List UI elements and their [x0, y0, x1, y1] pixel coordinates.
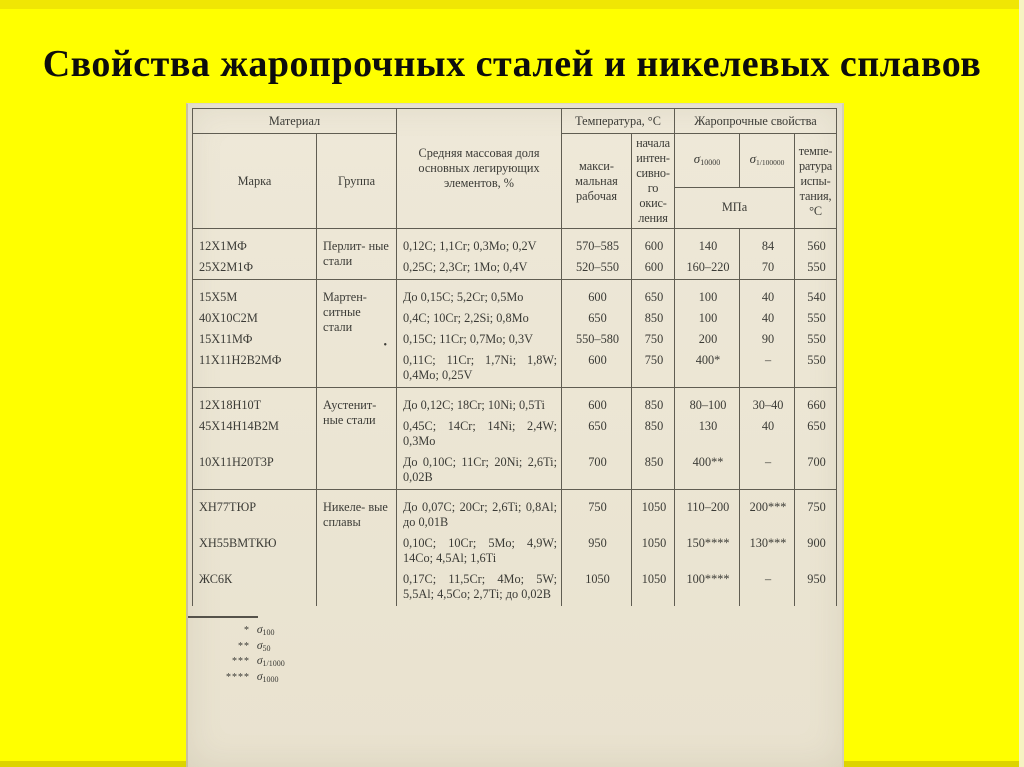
grade-cell: 12Х1МФ [193, 229, 317, 259]
footnote-sigma [257, 624, 275, 636]
test-temp-cell: 550 [795, 258, 837, 280]
group-label: Мартен- ситные стали [323, 290, 367, 334]
grade-cell: 25Х2М1Ф [193, 258, 317, 280]
sigma-10000-cell: 100 [675, 280, 740, 310]
test-temp-cell: 550 [795, 309, 837, 330]
group-label: Перлит- ные стали [323, 239, 389, 268]
table-row [193, 417, 837, 453]
test-temp-cell: 950 [795, 570, 837, 606]
sigma-1-100000-cell: 40 [740, 417, 795, 453]
composition-cell: 0,17C; 11,5Cr; 4Mo; 5W; 5,5Al; 4,5Co; 2,7Ti; до 0,02B [397, 570, 562, 606]
footnote-stars: **** [226, 671, 250, 683]
sigma-1-100000-cell: 84 [740, 229, 795, 259]
test-temp-cell: 900 [795, 534, 837, 570]
max-working-temp-cell: 600 [562, 388, 632, 418]
grade-cell: 10Х11Н20Т3Р [193, 453, 317, 490]
test-temp-cell: 550 [795, 330, 837, 351]
sigma-1-100000-cell: – [740, 351, 795, 388]
composition-cell: 0,4C; 10Cr; 2,2Si; 0,8Mo [397, 309, 562, 330]
sigma-subscript: 1000 [262, 674, 279, 684]
sigma-10000-cell: 100**** [675, 570, 740, 606]
table-row [193, 490, 837, 535]
sigma-symbol: σ [256, 670, 263, 683]
oxidation-temp-cell: 1050 [632, 570, 675, 606]
sigma-1-100000-cell: 40 [740, 280, 795, 310]
sigma-1-100000-cell: 70 [740, 258, 795, 280]
table-row [193, 258, 837, 280]
grade-cell: 11Х11Н2В2МФ [193, 351, 317, 388]
max-working-temp-cell: 650 [562, 309, 632, 330]
footnotes-block [192, 616, 842, 686]
sigma-1-100000-cell: – [740, 570, 795, 606]
sigma-subscript: 100 [262, 628, 275, 637]
sigma-1-100000-cell: 130*** [740, 534, 795, 570]
grade-cell: 40Х10С2М [193, 309, 317, 330]
sigma-10000-cell: 80–100 [675, 388, 740, 418]
grade-cell: ЖС6К [193, 570, 317, 606]
sigma-symbol: σ [256, 655, 263, 667]
grade-cell: 15Х5М [193, 280, 317, 310]
sigma-10000-cell: 100 [675, 309, 740, 330]
stray-dot-mark: • [383, 339, 387, 351]
footnote-stars: ** [238, 640, 250, 652]
composition-cell: До 0,07C; 20Cr; 2,6Ti; 0,8Al; до 0,01B [397, 490, 562, 535]
footnote [192, 640, 842, 656]
composition-cell: До 0,12C; 18Cr; 10Ni; 0,5Ti [397, 388, 562, 418]
max-working-temp-cell: 750 [562, 490, 632, 535]
footnote-sigma [257, 640, 271, 652]
slide-right-edge-strip [1019, 0, 1024, 767]
header-max-working-temp: макси- мальная рабочая [562, 134, 632, 229]
composition-cell: 0,25C; 2,3Cr; 1Mo; 0,4V [397, 258, 562, 280]
table-row [193, 280, 837, 310]
header-material: Материал [193, 109, 397, 134]
slide-title: Свойства жаропрочных сталей и никелевых сплавов [42, 43, 982, 85]
composition-cell: 0,45C; 14Cr; 14Ni; 2,4W; 0,3Mo [397, 417, 562, 453]
test-temp-cell: 550 [795, 351, 837, 388]
sigma-1-100000-cell: 200*** [740, 490, 795, 535]
sigma-10000-cell: 200 [675, 330, 740, 351]
oxidation-temp-cell: 650 [632, 280, 675, 310]
sigma-1-100000-cell: 30–40 [740, 388, 795, 418]
footnote-sigma [257, 655, 285, 667]
header-sigma-10000 [675, 134, 740, 188]
max-working-temp-cell: 570–585 [562, 229, 632, 259]
sigma-symbol: σ [749, 150, 757, 166]
test-temp-cell: 700 [795, 453, 837, 490]
group-label: Аустенит- ные стали [323, 398, 377, 427]
group-cell [317, 280, 397, 388]
test-temp-cell: 660 [795, 388, 837, 418]
header-temperature: Температура, °С [562, 109, 675, 134]
table-row [193, 330, 837, 351]
oxidation-temp-cell: 750 [632, 351, 675, 388]
max-working-temp-cell: 700 [562, 453, 632, 490]
slide-top-edge-strip [0, 0, 1024, 9]
oxidation-temp-cell: 1050 [632, 490, 675, 535]
sigma-symbol: σ [693, 150, 701, 166]
header-sigma-1-100000 [740, 134, 795, 188]
oxidation-temp-cell: 850 [632, 388, 675, 418]
group-cell [317, 388, 397, 490]
composition-cell: 0,15C; 11Cr; 0,7Mo; 0,3V [397, 330, 562, 351]
composition-cell: 0,10C; 10Cr; 5Mo; 4,9W; 14Co; 4,5Al; 1,6Ti [397, 534, 562, 570]
max-working-temp-cell: 520–550 [562, 258, 632, 280]
sigma-10000-cell: 160–220 [675, 258, 740, 280]
sigma-10000-cell: 150**** [675, 534, 740, 570]
oxidation-temp-cell: 850 [632, 309, 675, 330]
sigma-10000-cell: 110–200 [675, 490, 740, 535]
max-working-temp-cell: 550–580 [562, 330, 632, 351]
table-row [193, 388, 837, 418]
max-working-temp-cell: 600 [562, 280, 632, 310]
oxidation-temp-cell: 1050 [632, 534, 675, 570]
footnote-stars: *** [232, 656, 250, 667]
grade-cell: ХН77ТЮР [193, 490, 317, 535]
sigma-1-100000-cell: – [740, 453, 795, 490]
sigma-subscript: 50 [262, 643, 271, 653]
table-row [193, 453, 837, 490]
footnote [192, 671, 842, 687]
group-label: Никеле- вые сплавы [323, 500, 388, 529]
footnote-stars: * [244, 625, 250, 636]
footnote-sigma [257, 671, 279, 683]
header-mpa-units: МПа [675, 187, 795, 228]
table-row [193, 309, 837, 330]
sigma-10000-cell: 130 [675, 417, 740, 453]
header-grade: Марка [193, 134, 317, 229]
sigma-subscript: 10000 [700, 157, 721, 167]
grade-cell: 15Х11МФ [193, 330, 317, 351]
max-working-temp-cell: 600 [562, 351, 632, 388]
sigma-1-100000-cell: 90 [740, 330, 795, 351]
header-group: Группа [317, 134, 397, 229]
header-composition: Средняя массовая доля основных легирующих элементов, % [397, 109, 562, 229]
composition-cell: До 0,15C; 5,2Cr; 0,5Mo [397, 280, 562, 310]
footnote [192, 655, 842, 671]
footnote [192, 624, 842, 640]
test-temp-cell: 750 [795, 490, 837, 535]
sigma-10000-cell: 400** [675, 453, 740, 490]
oxidation-temp-cell: 600 [632, 258, 675, 280]
composition-cell: 0,11C; 11Cr; 1,7Ni; 1,8W; 0,4Mo; 0,25V [397, 351, 562, 388]
header-heat-resistant-props: Жаропрочные свойства [675, 109, 837, 134]
table-row [193, 534, 837, 570]
table-header [193, 109, 837, 229]
group-cell [317, 490, 397, 607]
max-working-temp-cell: 650 [562, 417, 632, 453]
steel-properties-table [192, 108, 837, 606]
grade-cell: ХН55ВМТКЮ [193, 534, 317, 570]
grade-cell: 45Х14Н14В2М [193, 417, 317, 453]
oxidation-temp-cell: 750 [632, 330, 675, 351]
scanned-table-image [186, 103, 844, 767]
test-temp-cell: 540 [795, 280, 837, 310]
composition-cell: 0,12C; 1,1Cr; 0,3Mo; 0,2V [397, 229, 562, 259]
sigma-10000-cell: 400* [675, 351, 740, 388]
table-row [193, 229, 837, 259]
sigma-symbol: σ [256, 624, 263, 636]
oxidation-temp-cell: 850 [632, 453, 675, 490]
steel-table-body [193, 229, 837, 607]
header-oxidation-start-temp: начала интен- сивно- го окис- ления [632, 134, 675, 229]
table-row [193, 570, 837, 606]
sigma-subscript: 1/1000 [262, 659, 285, 668]
sigma-1-100000-cell: 40 [740, 309, 795, 330]
max-working-temp-cell: 1050 [562, 570, 632, 606]
table-row [193, 351, 837, 388]
sigma-subscript: 1/100000 [756, 157, 785, 167]
footnote-rule [188, 616, 258, 618]
max-working-temp-cell: 950 [562, 534, 632, 570]
composition-cell: До 0,10C; 11Cr; 20Ni; 2,6Ti; 0,02B [397, 453, 562, 490]
footnote-list [192, 624, 842, 686]
header-test-temperature: темпе- ратура испы- тания, °С [795, 134, 837, 229]
test-temp-cell: 560 [795, 229, 837, 259]
sigma-symbol: σ [256, 639, 263, 652]
test-temp-cell: 650 [795, 417, 837, 453]
sigma-10000-cell: 140 [675, 229, 740, 259]
oxidation-temp-cell: 600 [632, 229, 675, 259]
grade-cell: 12Х18Н10Т [193, 388, 317, 418]
group-cell [317, 229, 397, 280]
oxidation-temp-cell: 850 [632, 417, 675, 453]
